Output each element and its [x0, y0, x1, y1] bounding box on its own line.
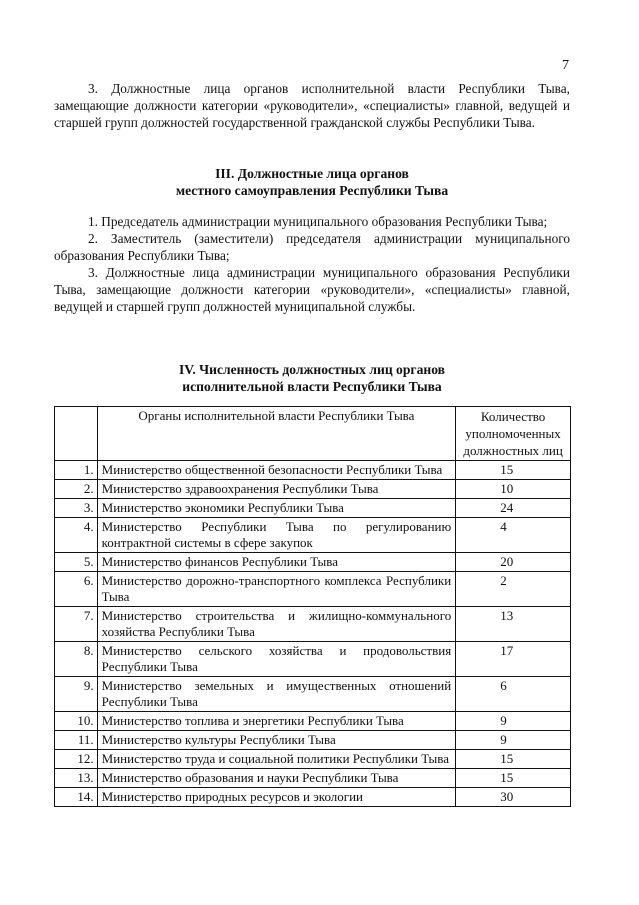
row-num: 13.: [55, 769, 98, 788]
row-count: [456, 518, 571, 553]
table-row: [55, 607, 571, 642]
section4-title-line2: исполнительной власти Республики Тыва: [182, 379, 442, 394]
row-count: [456, 788, 571, 807]
header-name: Органы исполнительной власти Республики Тыва: [97, 407, 456, 461]
row-name: Министерство дорожно-транспортного комплекса Республики Тыва: [97, 572, 456, 607]
row-count-value: 6: [500, 678, 507, 693]
row-count-value: 15: [500, 462, 514, 477]
row-name: Министерство экономики Республики Тыва: [97, 499, 456, 518]
row-num: 7.: [55, 607, 98, 642]
row-name: Министерство финансов Республики Тыва: [97, 553, 456, 572]
row-count: [456, 750, 571, 769]
section4-heading: [54, 361, 570, 395]
row-name: Министерство топлива и энергетики Республики Тыва: [97, 712, 456, 731]
row-count-value: 20: [500, 554, 514, 569]
table-row: [55, 788, 571, 807]
table-row: [55, 480, 571, 499]
row-name: Министерство строительства и жилищно-коммунального хозяйства Республики Тыва: [97, 607, 456, 642]
table-row: [55, 750, 571, 769]
row-name: Министерство труда и социальной политики Республики Тыва: [97, 750, 456, 769]
table-row: [55, 677, 571, 712]
row-num: 6.: [55, 572, 98, 607]
row-num: 11.: [55, 731, 98, 750]
section3-title-line1: III. Должностные лица органов: [215, 166, 409, 181]
row-count-value: 24: [500, 500, 514, 515]
row-name: Министерство культуры Республики Тыва: [97, 731, 456, 750]
row-name: Министерство земельных и имущественных отношений Республики Тыва: [97, 677, 456, 712]
row-count: [456, 607, 571, 642]
row-num: 2.: [55, 480, 98, 499]
row-name: Министерство сельского хозяйства и продовольствия Республики Тыва: [97, 642, 456, 677]
section3-heading: [54, 165, 570, 199]
section3-item-3: 3. Должностные лица администрации муниципального образования Республики Тыва, замещающие должности категории «руководители», «специалисты» главной, ведущей и старшей групп должностей муниципальной службы.: [54, 265, 570, 314]
row-name: Министерство здравоохранения Республики Тыва: [97, 480, 456, 499]
row-count: [456, 480, 571, 499]
table-header-row: [55, 407, 571, 461]
row-num: 3.: [55, 499, 98, 518]
row-count-value: 9: [500, 732, 507, 747]
row-num: 4.: [55, 518, 98, 553]
header-count: Количество уполномоченных должностных лиц: [456, 407, 571, 461]
section3-title-line2: местного самоуправления Республики Тыва: [175, 183, 449, 198]
row-count: [456, 731, 571, 750]
row-name: Министерство природных ресурсов и экологии: [97, 788, 456, 807]
row-count: [456, 553, 571, 572]
row-count-value: 30: [500, 789, 514, 804]
row-num: 8.: [55, 642, 98, 677]
row-count: [456, 642, 571, 677]
officials-table: [54, 406, 571, 807]
page-number: 7: [562, 58, 569, 73]
table-row: [55, 518, 571, 553]
row-num: 14.: [55, 788, 98, 807]
intro-paragraph-block: [54, 80, 570, 131]
table-row: [55, 572, 571, 607]
row-name: Министерство общественной безопасности Республики Тыва: [97, 461, 456, 480]
row-count-value: 4: [500, 519, 507, 534]
row-count: [456, 572, 571, 607]
table-row: [55, 499, 571, 518]
table-row: [55, 461, 571, 480]
row-count-value: 10: [500, 481, 514, 496]
header-num: [55, 407, 98, 461]
row-name: Министерство Республики Тыва по регулированию контрактной системы в сфере закупок: [97, 518, 456, 553]
intro-paragraph: 3. Должностные лица органов исполнительной власти Республики Тыва, замещающие должности категории «руководители», «специалисты» главной, ведущей и старшей групп должностей государственной гражданской службы Республики Тыва.: [54, 81, 570, 130]
row-count: [456, 712, 571, 731]
row-count: [456, 499, 571, 518]
row-count-value: 9: [500, 713, 507, 728]
table-row: [55, 769, 571, 788]
section4-title-line1: IV. Численность должностных лиц органов: [178, 362, 446, 377]
table-row: [55, 553, 571, 572]
section3-item-1: 1. Председатель администрации муниципального образования Республики Тыва;: [88, 214, 548, 229]
row-num: 12.: [55, 750, 98, 769]
row-num: 9.: [55, 677, 98, 712]
row-count: [456, 769, 571, 788]
row-count-value: 15: [500, 751, 514, 766]
row-name: Министерство образования и науки Республики Тыва: [97, 769, 456, 788]
row-num: 10.: [55, 712, 98, 731]
row-num: 1.: [55, 461, 98, 480]
row-count-value: 15: [500, 770, 514, 785]
row-count-value: 13: [500, 608, 514, 623]
section3-items: [54, 213, 570, 315]
row-count-value: 17: [500, 643, 514, 658]
row-count-value: 2: [500, 573, 507, 588]
row-count: [456, 461, 571, 480]
row-count: [456, 677, 571, 712]
table-row: [55, 731, 571, 750]
table-row: [55, 642, 571, 677]
row-num: 5.: [55, 553, 98, 572]
table-body: [55, 461, 571, 807]
table-row: [55, 712, 571, 731]
section3-item-2: 2. Заместитель (заместители) председателя администрации муниципального образования Республики Тыва;: [54, 231, 570, 263]
